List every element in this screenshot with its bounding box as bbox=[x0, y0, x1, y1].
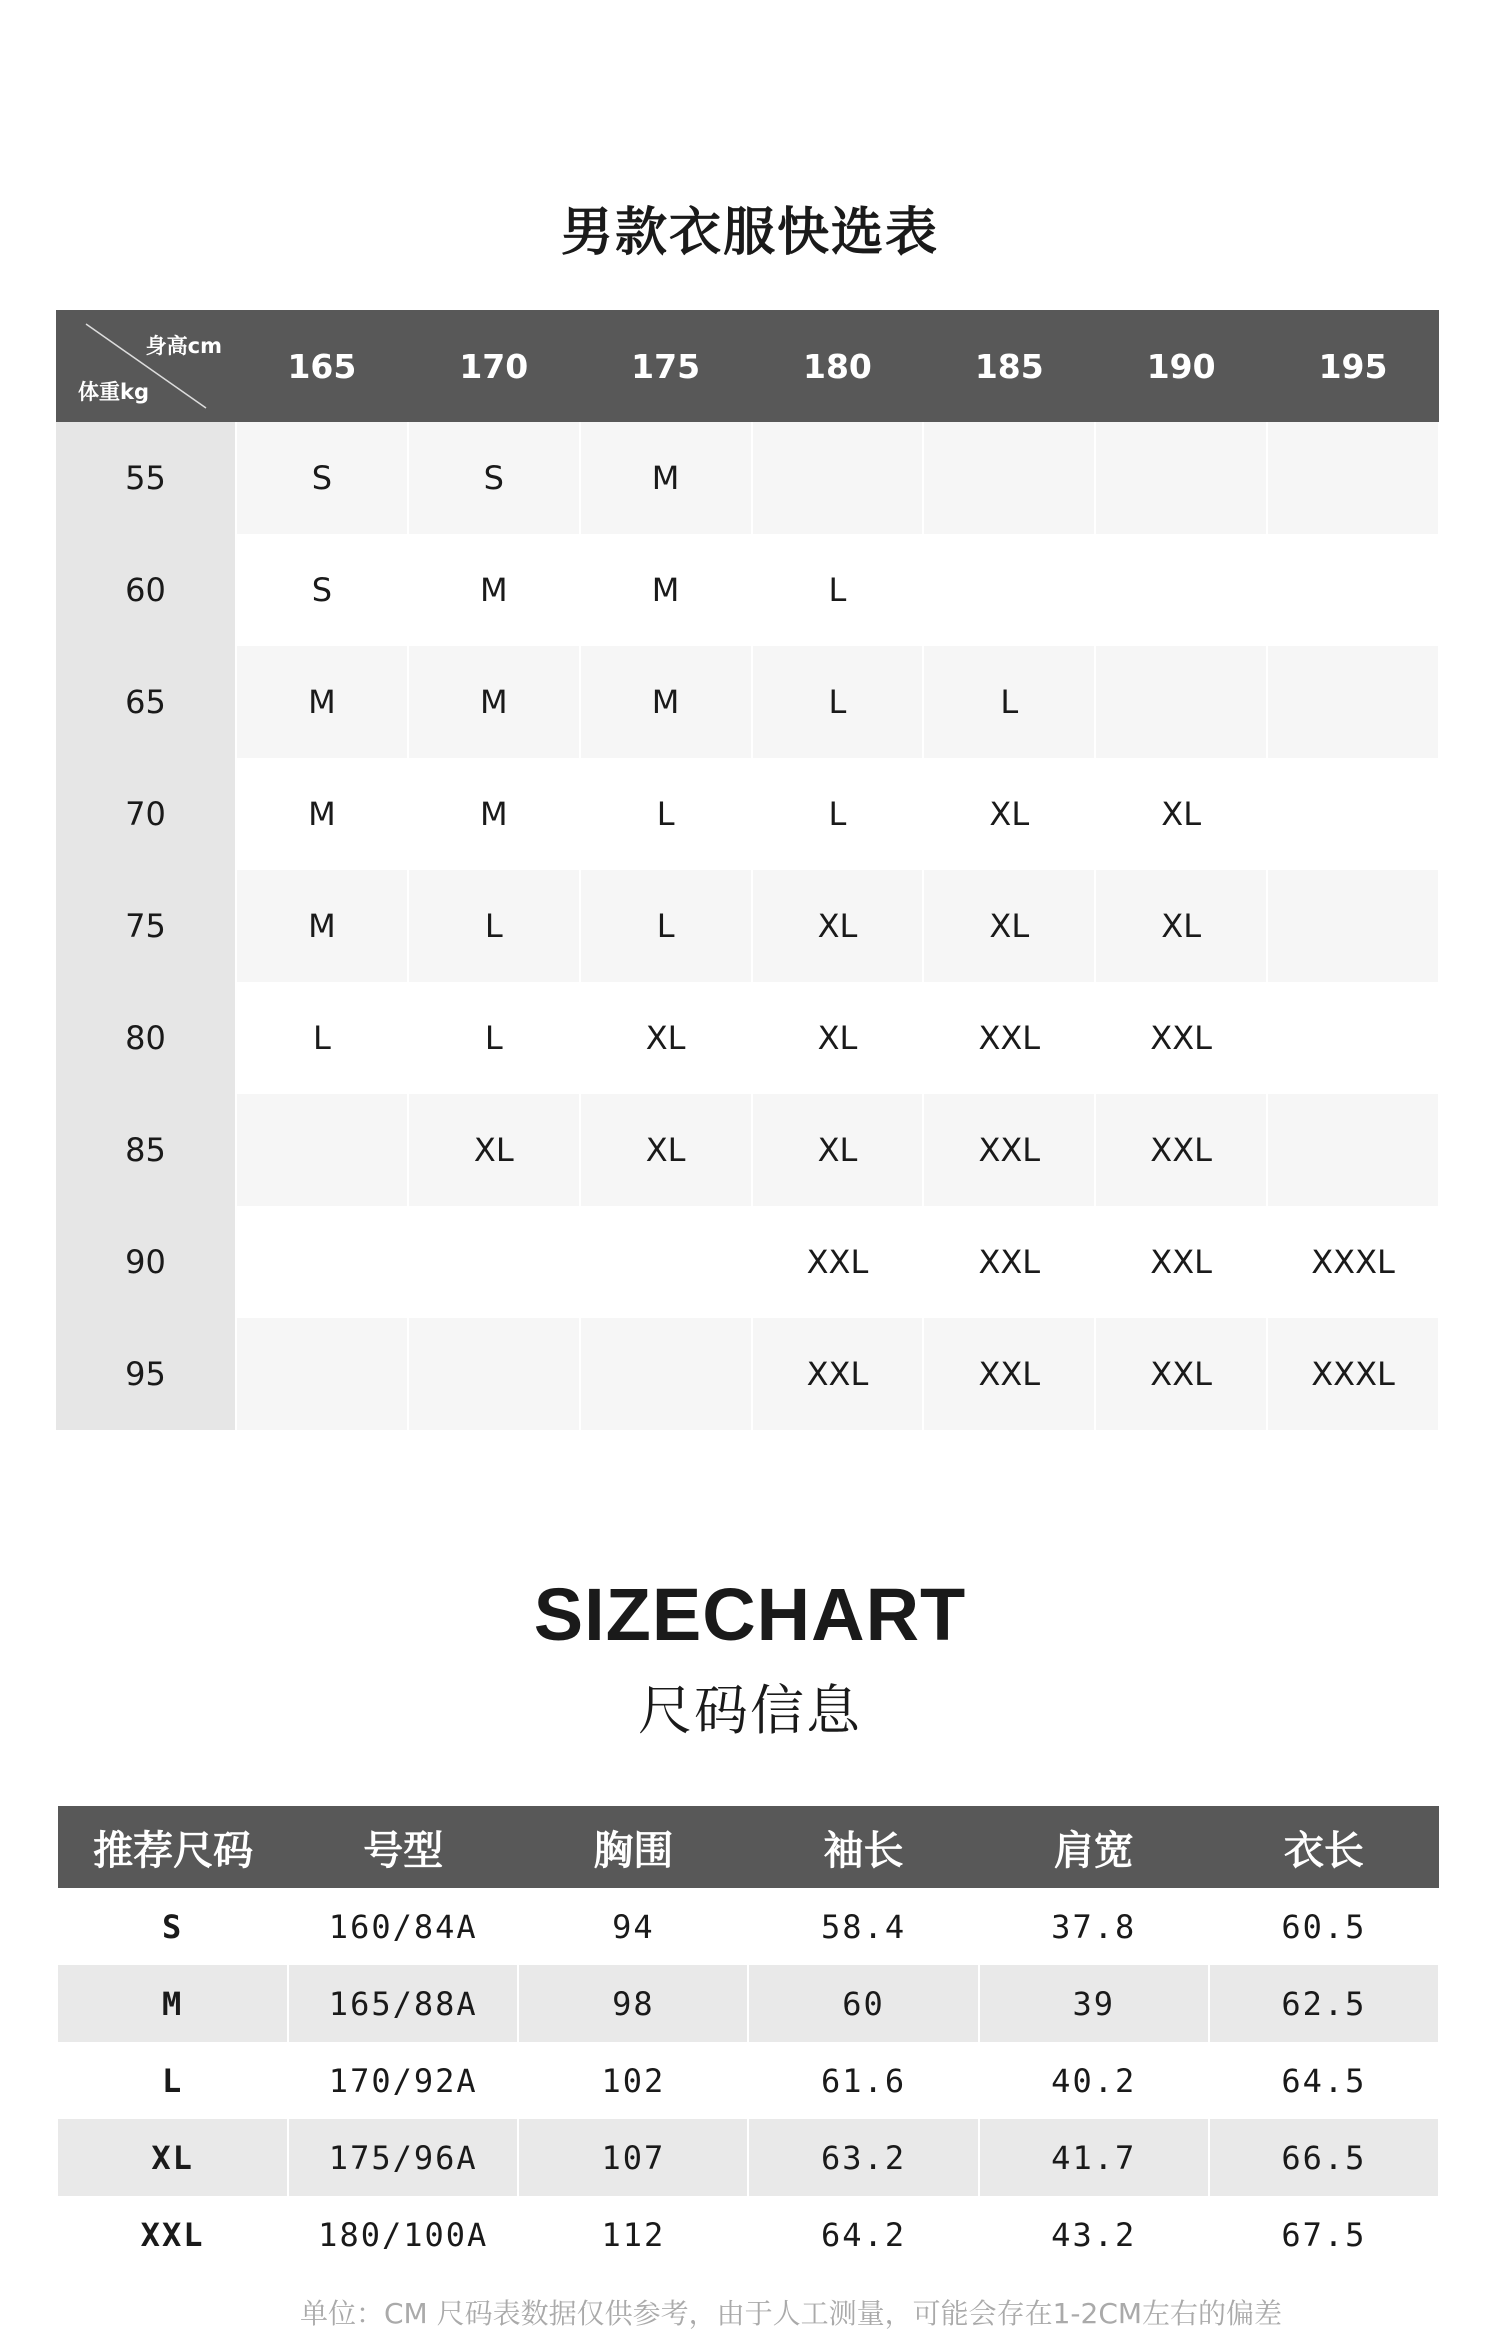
size-cell: XXL bbox=[752, 1206, 924, 1318]
size-cell bbox=[1267, 1094, 1439, 1206]
size-cell: XL bbox=[752, 870, 924, 982]
size-cell: XXXL bbox=[1267, 1206, 1439, 1318]
size-cell: S bbox=[236, 422, 408, 534]
size-cell: XL bbox=[923, 758, 1095, 870]
size-chart-row bbox=[58, 1965, 1439, 2042]
size-chart-header: 肩宽 bbox=[979, 1806, 1209, 1888]
size-cell: XL bbox=[752, 1094, 924, 1206]
size-cell: L bbox=[923, 646, 1095, 758]
quick-select-table bbox=[56, 310, 1440, 1430]
size-cell bbox=[408, 1206, 580, 1318]
quick-select-row bbox=[56, 1318, 1439, 1430]
size-chart-cell: 37.8 bbox=[979, 1888, 1209, 1965]
height-header: 165 bbox=[236, 310, 408, 422]
size-cell bbox=[923, 534, 1095, 646]
size-cell: M bbox=[236, 646, 408, 758]
size-cell: L bbox=[236, 982, 408, 1094]
weight-label: 70 bbox=[56, 758, 236, 870]
size-cell: M bbox=[236, 758, 408, 870]
size-cell: M bbox=[580, 422, 752, 534]
size-cell bbox=[1095, 534, 1267, 646]
height-header: 175 bbox=[580, 310, 752, 422]
size-cell: M bbox=[580, 646, 752, 758]
size-cell bbox=[1267, 646, 1439, 758]
size-cell: XXL bbox=[1095, 1094, 1267, 1206]
size-chart-table bbox=[58, 1806, 1440, 2273]
size-chart-cell: 43.2 bbox=[979, 2196, 1209, 2273]
size-chart-cell: 60.5 bbox=[1209, 1888, 1439, 1965]
height-header: 195 bbox=[1267, 310, 1439, 422]
size-cell bbox=[1267, 534, 1439, 646]
size-cell bbox=[408, 1318, 580, 1430]
size-cell: XXL bbox=[923, 1318, 1095, 1430]
size-cell: M bbox=[408, 646, 580, 758]
quick-select-row bbox=[56, 1094, 1439, 1206]
size-cell bbox=[1267, 870, 1439, 982]
size-cell: L bbox=[408, 982, 580, 1094]
size-chart-header: 推荐尺码 bbox=[58, 1806, 288, 1888]
size-chart-cell: 63.2 bbox=[748, 2119, 978, 2196]
size-chart-header: 胸围 bbox=[518, 1806, 748, 1888]
size-cell: XXL bbox=[752, 1318, 924, 1430]
size-chart-header: 衣长 bbox=[1209, 1806, 1439, 1888]
size-chart-cell: 62.5 bbox=[1209, 1965, 1439, 2042]
size-chart-cell: 58.4 bbox=[748, 1888, 978, 1965]
size-cell: L bbox=[752, 646, 924, 758]
size-chart-cell: XXL bbox=[58, 2196, 288, 2273]
weight-label: 65 bbox=[56, 646, 236, 758]
size-chart-cell: 40.2 bbox=[979, 2042, 1209, 2119]
size-chart-cell: 165/88A bbox=[288, 1965, 518, 2042]
size-cell: XL bbox=[408, 1094, 580, 1206]
size-cell: XXL bbox=[923, 1094, 1095, 1206]
weight-label: 75 bbox=[56, 870, 236, 982]
size-cell bbox=[1267, 982, 1439, 1094]
quick-select-header-row bbox=[56, 310, 1439, 422]
size-chart-cell: 107 bbox=[518, 2119, 748, 2196]
size-cell bbox=[580, 1206, 752, 1318]
size-cell: XXL bbox=[1095, 1318, 1267, 1430]
height-header: 180 bbox=[752, 310, 924, 422]
size-chart-cell: 180/100A bbox=[288, 2196, 518, 2273]
height-header: 185 bbox=[923, 310, 1095, 422]
size-chart-subtitle: 尺码信息 bbox=[638, 1679, 862, 1742]
size-cell: M bbox=[236, 870, 408, 982]
weight-label: 90 bbox=[56, 1206, 236, 1318]
quick-select-title: 男款衣服快选表 bbox=[560, 203, 939, 263]
size-chart-cell: 66.5 bbox=[1209, 2119, 1439, 2196]
size-cell: L bbox=[752, 758, 924, 870]
size-chart-cell: 175/96A bbox=[288, 2119, 518, 2196]
quick-select-row bbox=[56, 646, 1439, 758]
size-cell: L bbox=[580, 870, 752, 982]
size-chart-row bbox=[58, 2042, 1439, 2119]
size-chart-cell: 112 bbox=[518, 2196, 748, 2273]
size-cell bbox=[236, 1318, 408, 1430]
size-cell: XL bbox=[923, 870, 1095, 982]
size-cell: XXL bbox=[923, 1206, 1095, 1318]
size-chart-cell: 170/92A bbox=[288, 2042, 518, 2119]
size-cell: S bbox=[408, 422, 580, 534]
quick-select-row bbox=[56, 422, 1439, 534]
size-cell: L bbox=[580, 758, 752, 870]
size-chart-cell: L bbox=[58, 2042, 288, 2119]
weight-label: 60 bbox=[56, 534, 236, 646]
size-chart-cell: 61.6 bbox=[748, 2042, 978, 2119]
height-header: 190 bbox=[1095, 310, 1267, 422]
size-chart-cell: 160/84A bbox=[288, 1888, 518, 1965]
size-chart-header-row bbox=[58, 1806, 1439, 1888]
size-chart-cell: XL bbox=[58, 2119, 288, 2196]
size-chart-cell: 60 bbox=[748, 1965, 978, 2042]
size-cell: M bbox=[408, 534, 580, 646]
corner-header-cell bbox=[56, 310, 236, 422]
size-cell: L bbox=[752, 534, 924, 646]
size-cell bbox=[1267, 758, 1439, 870]
size-cell bbox=[752, 422, 924, 534]
size-chart-cell: 67.5 bbox=[1209, 2196, 1439, 2273]
quick-select-row bbox=[56, 534, 1439, 646]
size-cell: XXL bbox=[1095, 982, 1267, 1094]
size-cell: L bbox=[408, 870, 580, 982]
weight-label: 55 bbox=[56, 422, 236, 534]
size-chart-cell: 102 bbox=[518, 2042, 748, 2119]
quick-select-row bbox=[56, 982, 1439, 1094]
size-cell: XXXL bbox=[1267, 1318, 1439, 1430]
size-cell: XL bbox=[580, 982, 752, 1094]
size-chart-cell: 39 bbox=[979, 1965, 1209, 2042]
size-chart-header: 号型 bbox=[288, 1806, 518, 1888]
size-cell bbox=[1095, 646, 1267, 758]
size-cell bbox=[1267, 422, 1439, 534]
measurement-note: 单位：CM 尺码表数据仅供参考，由于人工测量，可能会存在1-2CM左右的偏差 bbox=[300, 2297, 1283, 2330]
weight-label: 85 bbox=[56, 1094, 236, 1206]
size-cell bbox=[923, 422, 1095, 534]
quick-select-row bbox=[56, 758, 1439, 870]
size-cell: M bbox=[580, 534, 752, 646]
size-chart-cell: 94 bbox=[518, 1888, 748, 1965]
size-cell: XXL bbox=[923, 982, 1095, 1094]
size-cell: XL bbox=[1095, 870, 1267, 982]
size-cell: XXL bbox=[1095, 1206, 1267, 1318]
size-cell: M bbox=[408, 758, 580, 870]
size-chart-row bbox=[58, 2196, 1439, 2273]
size-chart-row bbox=[58, 1888, 1439, 1965]
size-chart-cell: 41.7 bbox=[979, 2119, 1209, 2196]
size-cell bbox=[236, 1206, 408, 1318]
size-chart-cell: 64.5 bbox=[1209, 2042, 1439, 2119]
size-chart-row bbox=[58, 2119, 1439, 2196]
size-cell: XL bbox=[752, 982, 924, 1094]
size-cell bbox=[580, 1318, 752, 1430]
height-header: 170 bbox=[408, 310, 580, 422]
size-chart-cell: 98 bbox=[518, 1965, 748, 2042]
size-chart-header: 袖长 bbox=[748, 1806, 978, 1888]
weight-label: 80 bbox=[56, 982, 236, 1094]
size-chart-cell: 64.2 bbox=[748, 2196, 978, 2273]
size-chart-cell: M bbox=[58, 1965, 288, 2042]
quick-select-row bbox=[56, 870, 1439, 982]
size-chart-title: SIZECHART bbox=[533, 1573, 967, 1656]
size-cell: S bbox=[236, 534, 408, 646]
weight-axis-label: 体重kg bbox=[78, 380, 149, 404]
weight-label: 95 bbox=[56, 1318, 236, 1430]
size-cell bbox=[236, 1094, 408, 1206]
size-cell: XL bbox=[580, 1094, 752, 1206]
size-cell: XL bbox=[1095, 758, 1267, 870]
height-axis-label: 身高cm bbox=[145, 334, 222, 358]
quick-select-row bbox=[56, 1206, 1439, 1318]
size-chart-cell: S bbox=[58, 1888, 288, 1965]
size-cell bbox=[1095, 422, 1267, 534]
